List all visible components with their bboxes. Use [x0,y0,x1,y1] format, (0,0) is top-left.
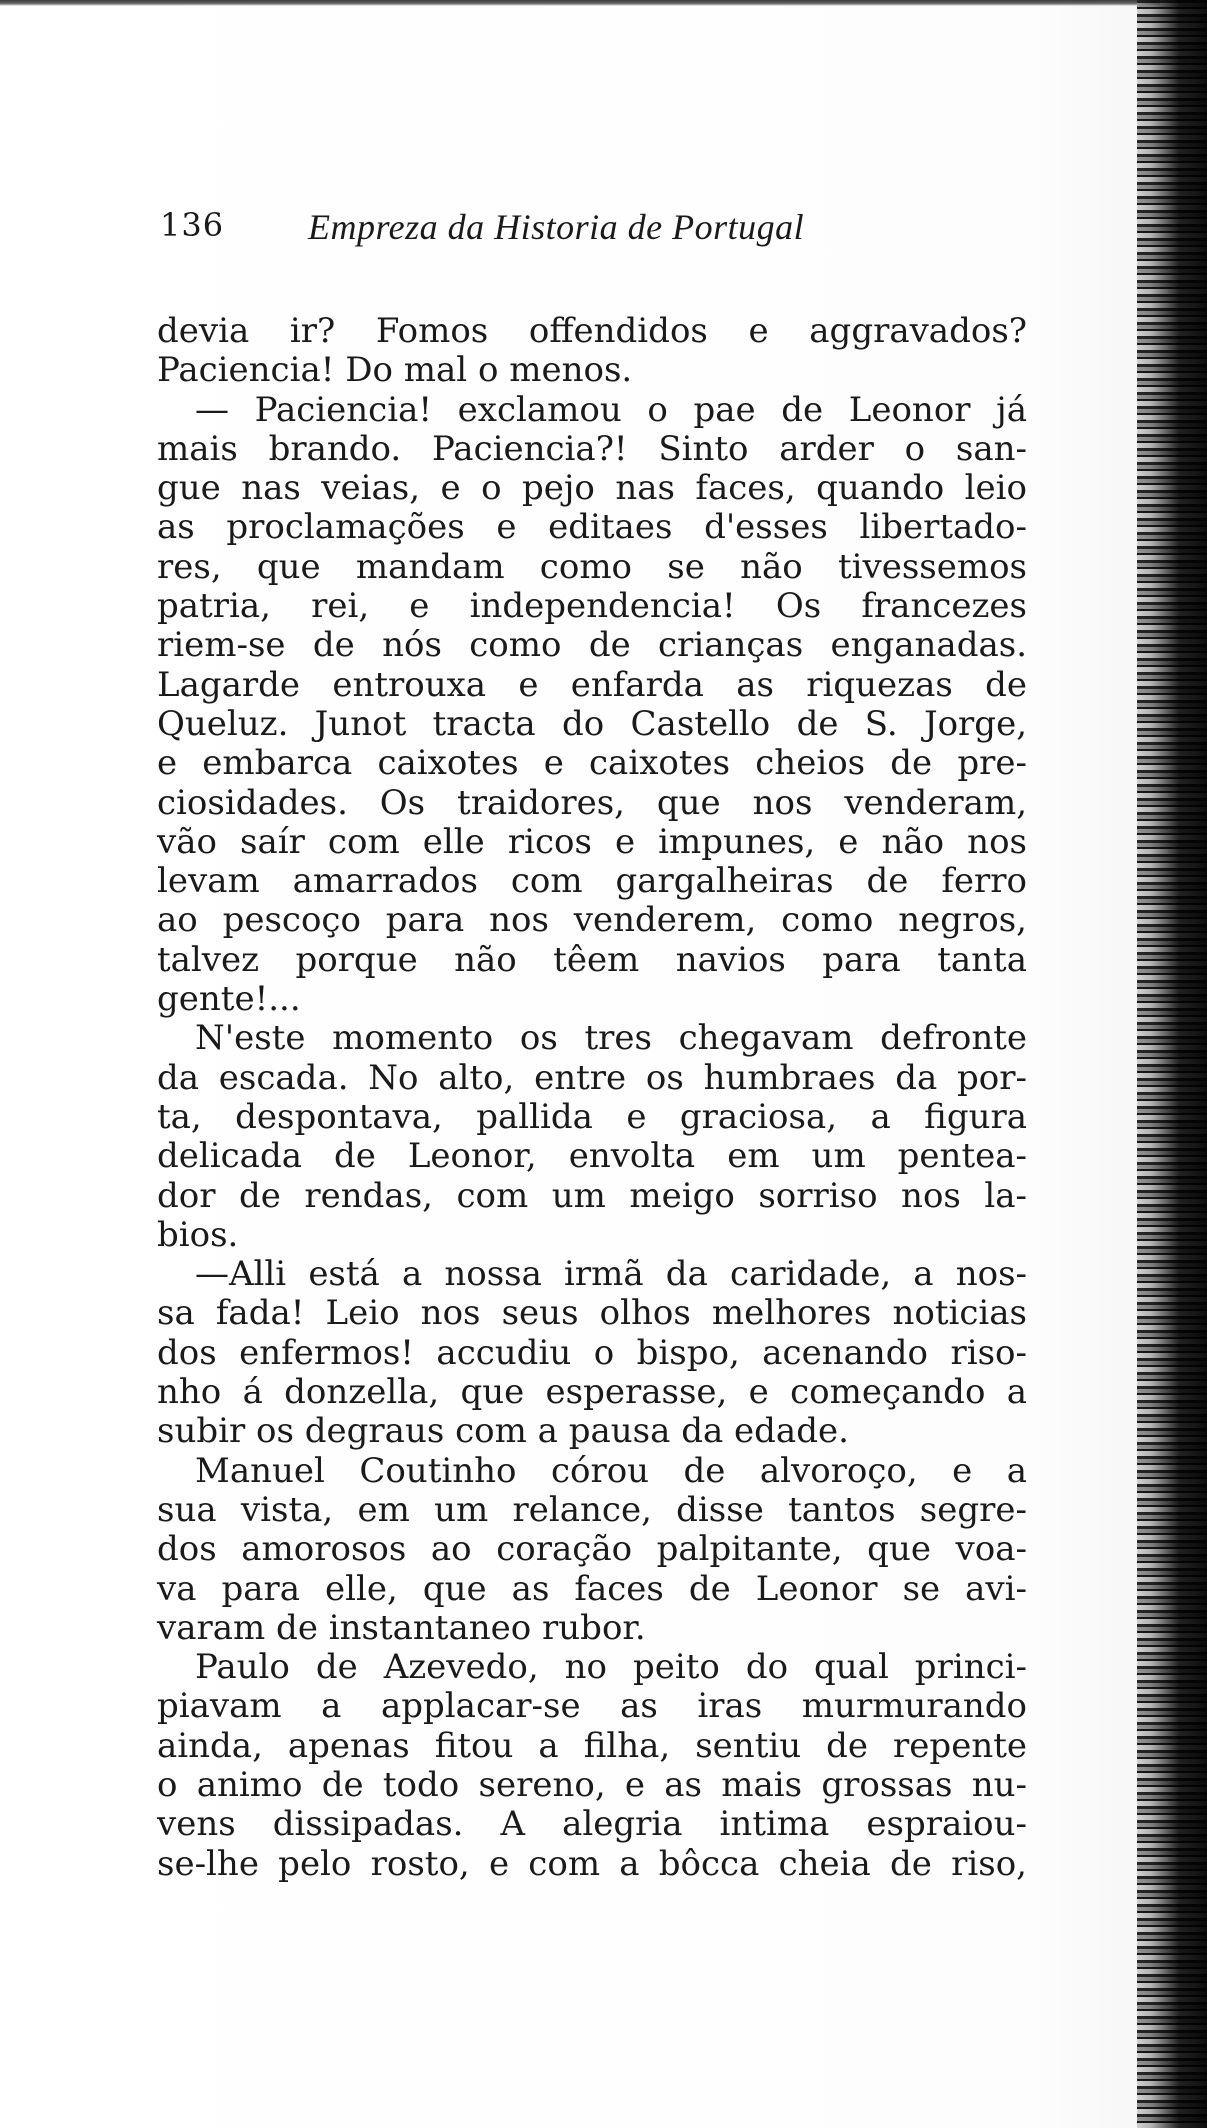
text-line: sua vista, em um relance, disse tantos segre- [157,1489,1027,1530]
text-line: nho á donzella, que esperasse, e começando a [157,1372,1027,1413]
text-line: Paciencia! Do mal o menos. [157,350,633,391]
page-binding-edge [1137,0,1207,2128]
text-line: dos enfermos! accudiu o bispo, acenando riso- [157,1332,1027,1373]
top-page-edge [0,0,1160,6]
text-line: ta, despontava, pallida e graciosa, a figura [157,1096,1027,1137]
text-line: talvez porque não têem navios para tanta [157,939,1027,980]
text-line: N'este momento os tres chegavam defronte [195,1018,1027,1059]
text-line: patria, rei, e independencia! Os francezes [157,586,1027,627]
body-text [157,312,1027,1884]
text-line: levam amarrados com gargalheiras de ferro [157,861,1027,902]
text-line: dos amorosos ao coração palpitante, que voa- [157,1529,1027,1570]
text-line: va para elle, que as faces de Leonor se avi- [157,1568,1027,1609]
text-line: res, que mandam como se não tivessemos [157,546,1027,587]
text-line: Paulo de Azevedo, no peito do qual princi- [195,1647,1027,1688]
text-line: —Alli está a nossa irmã da caridade, a nos- [195,1254,1027,1295]
text-line: vens dissipadas. A alegria intima espraiou- [157,1804,1027,1845]
page-header [160,206,1040,256]
text-line: as proclamações e editaes d'esses libertado- [157,507,1027,548]
text-line: subir os degraus com a pausa da edade. [157,1411,849,1452]
text-line: Lagarde entrouxa e enfarda as riquezas de [157,664,1027,705]
text-line: e embarca caixotes e caixotes cheios de pre- [157,743,1027,784]
text-line: da escada. No alto, entre os humbraes da por- [157,1057,1027,1098]
text-line: — Paciencia! exclamou o pae de Leonor já [195,389,1027,430]
text-line: varam de instantaneo rubor. [157,1607,646,1648]
text-line: vão saír com elle ricos e impunes, e não nos [157,821,1027,862]
text-line: ciosidades. Os traidores, que nos venderam, [157,782,1027,823]
text-line: ainda, apenas fitou a filha, sentiu de repente [157,1725,1027,1766]
text-line: o animo de todo sereno, e as mais grossas nu- [157,1764,1027,1805]
text-line: gente!... [157,979,301,1020]
text-line: se-lhe pelo rosto, e com a bôcca cheia de riso, [157,1843,1027,1884]
text-line: delicada de Leonor, envolta em um pentea- [157,1136,1027,1177]
text-line: Manuel Coutinho córou de alvoroço, e a [195,1450,1027,1491]
text-line: dor de rendas, com um meigo sorriso nos la- [157,1175,1027,1216]
text-line: mais brando. Paciencia?! Sinto arder o san- [157,428,1027,469]
text-line: devia ir? Fomos offendidos e aggravados? [157,311,1027,351]
text-line: sa fada! Leio nos seus olhos melhores noticias [157,1293,1027,1334]
running-title: Empreza da Historia de Portugal [308,207,805,247]
text-line: riem-se de nós como de crianças enganadas. [157,625,1027,666]
page-number: 136 [160,206,225,244]
text-line: bios. [157,1214,239,1255]
text-line: piavam a applacar-se as iras murmurando [157,1686,1027,1727]
text-line: Queluz. Junot tracta do Castello de S. Jorge, [157,703,1027,744]
text-line: ao pescoço para nos venderem, como negros, [157,900,1027,941]
text-line: gue nas veias, e o pejo nas faces, quando leio [157,468,1027,509]
